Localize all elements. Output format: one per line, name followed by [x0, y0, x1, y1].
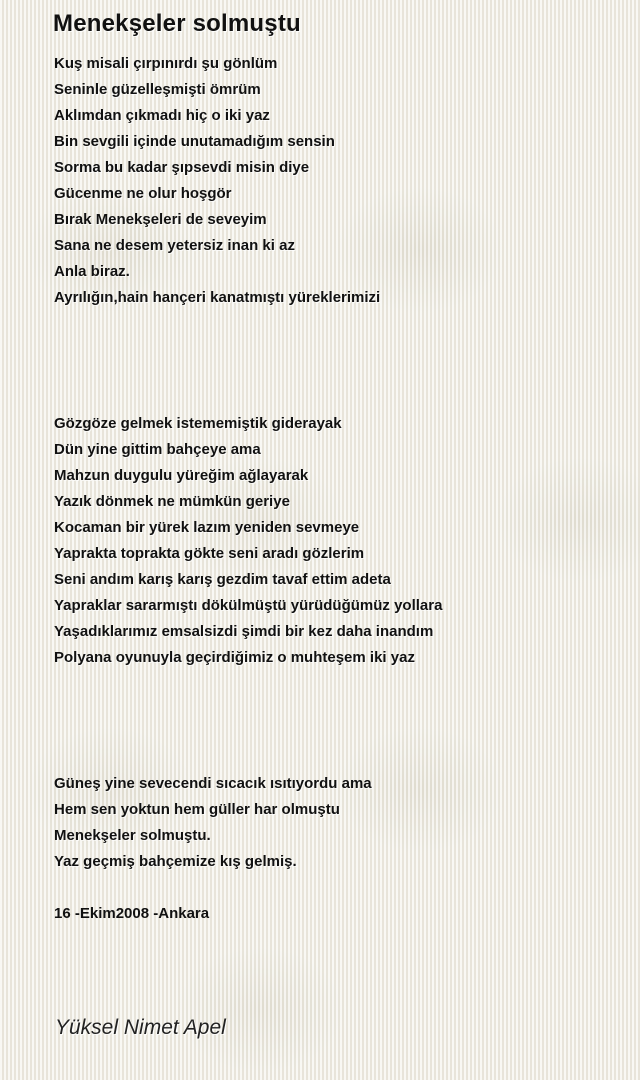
poem-line: Kuş misali çırpınırdı şu gönlüm	[54, 55, 278, 72]
poem-line: Sorma bu kadar şıpsevdi misin diye	[54, 159, 310, 176]
poem-line: Bin sevgili içinde unutamadığım sensin	[54, 133, 335, 150]
poem-line: Gücenme ne olur hoşgör	[54, 185, 232, 202]
stanza-2	[54, 411, 442, 671]
poem-line: Yaprakta toprakta gökte seni aradı gözlerim	[54, 545, 365, 562]
poem-line: Yapraklar sararmıştı dökülmüştü yürüdüğümüz yollara	[54, 597, 443, 614]
poem-line: Menekşeler solmuştu.	[54, 827, 211, 844]
poem-line: Yaz geçmiş bahçemize kış gelmiş.	[54, 853, 297, 870]
poem-line: Güneş yine sevecendi sıcacık ısıtıyordu ama	[54, 775, 372, 792]
poem-line: Polyana oyunuyla geçirdiğimiz o muhteşem iki yaz	[54, 649, 415, 666]
poem-line: Ayrılığın,hain hançeri kanatmıştı yüreklerimizi	[54, 289, 381, 306]
stanza-1	[54, 51, 380, 311]
poem-line: Dün yine gittim bahçeye ama	[54, 441, 261, 458]
poem-line: Hem sen yoktun hem güller har olmuştu	[54, 801, 340, 818]
poem-line: Seninle güzelleşmişti ömrüm	[54, 81, 261, 98]
poem-line: Anla biraz.	[54, 263, 130, 280]
poem-line: Yazık dönmek ne mümkün geriye	[54, 493, 290, 510]
stanza-3	[54, 771, 372, 875]
poem-title: Menekşeler solmuştu	[53, 10, 301, 37]
poem-line: Gözgöze gelmek istememiştik giderayak	[54, 415, 342, 432]
poem-author: Yüksel Nimet Apel	[55, 1016, 226, 1039]
poem-line: Sana ne desem yetersiz inan ki az	[54, 237, 295, 254]
poem-line: Yaşadıklarımız emsalsizdi şimdi bir kez daha inandım	[54, 623, 434, 640]
poem-line: Mahzun duygulu yüreğim ağlayarak	[54, 467, 309, 484]
poem-date-location: 16 -Ekim2008 -Ankara	[54, 905, 210, 922]
poem-line: Kocaman bir yürek lazım yeniden sevmeye	[54, 519, 360, 536]
poem-line: Seni andım karış karış gezdim tavaf ettim adeta	[54, 571, 391, 588]
poem-line: Bırak Menekşeleri de seveyim	[54, 211, 267, 228]
poem-line: Aklımdan çıkmadı hiç o iki yaz	[54, 107, 270, 124]
